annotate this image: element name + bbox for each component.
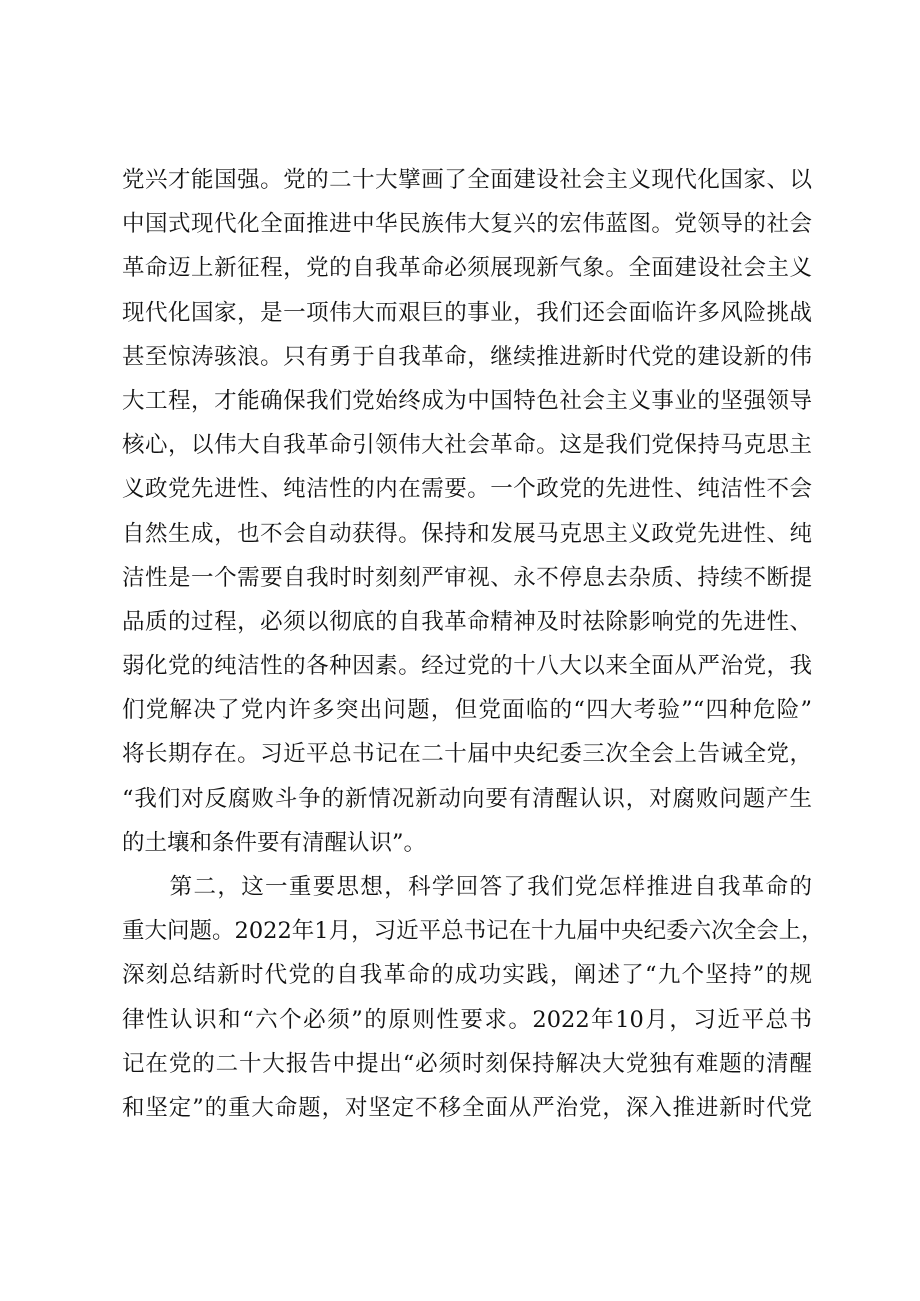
- paragraph-line: 品质的过程，必须以彻底的自我革命精神及时祛除影响党的先进性、: [122, 608, 812, 635]
- paragraph-line: 第二，这一重要思想，科学回答了我们党怎样推进自我革命的: [122, 874, 812, 900]
- paragraph-line: 现代化国家，是一项伟大而艰巨的事业，我们还会面临许多风险挑战: [122, 299, 812, 326]
- paragraph-line: 律性认识和“六个必须”的原则性要求。2022年10月，习近平总书: [122, 1006, 812, 1033]
- paragraph-line: 革命迈上新征程，党的自我革命必须展现新气象。全面建设社会主义: [122, 255, 812, 282]
- paragraph-2: [122, 865, 824, 1130]
- paragraph-line: 弱化党的纯洁性的各种因素。经过党的十八大以来全面从严治党，我: [122, 653, 812, 680]
- paragraph-line: 义政党先进性、纯洁性的内在需要。一个政党的先进性、纯洁性不会: [122, 476, 812, 503]
- paragraph-line: 重大问题。2022年1月，习近平总书记在十九届中央纪委六次全会上，: [122, 918, 824, 945]
- paragraph-line: 自然生成，也不会自动获得。保持和发展马克思主义政党先进性、纯: [122, 520, 812, 547]
- paragraph-line: 记在党的二十大报告中提出“必须时刻保持解决大党独有难题的清醒: [122, 1050, 812, 1077]
- paragraph-line: 深刻总结新时代党的自我革命的成功实践，阐述了“九个坚持”的规: [122, 962, 812, 989]
- paragraph-line: 大工程，才能确保我们党始终成为中国特色社会主义事业的坚强领导: [122, 387, 812, 414]
- paragraph-line: 将长期存在。习近平总书记在二十届中央纪委三次全会上告诫全党，: [122, 741, 812, 768]
- paragraph-line: 的土壤和条件要有清醒认识”。: [122, 829, 427, 856]
- paragraph-line: 党兴才能国强。党的二十大擘画了全面建设社会主义现代化国家、以: [122, 167, 812, 193]
- paragraph-line: 洁性是一个需要自我时时刻刻严审视、永不停息去杂质、持续不断提: [122, 564, 812, 591]
- document-body: [122, 158, 824, 1130]
- paragraph-1: [122, 158, 812, 865]
- paragraph-line: 中国式现代化全面推进中华民族伟大复兴的宏伟蓝图。党领导的社会: [122, 211, 812, 238]
- paragraph-line: 们党解决了党内许多突出问题，但党面临的“四大考验”“四种危险”: [122, 697, 812, 724]
- paragraph-line: 核心，以伟大自我革命引领伟大社会革命。这是我们党保持马克思主: [122, 432, 812, 459]
- paragraph-line: 和坚定”的重大命题，对坚定不移全面从严治党，深入推进新时代党: [122, 1094, 812, 1121]
- paragraph-line: “我们对反腐败斗争的新情况新动向要有清醒认识，对腐败问题产生: [122, 785, 812, 812]
- paragraph-line: 甚至惊涛骇浪。只有勇于自我革命，继续推进新时代党的建设新的伟: [122, 343, 812, 370]
